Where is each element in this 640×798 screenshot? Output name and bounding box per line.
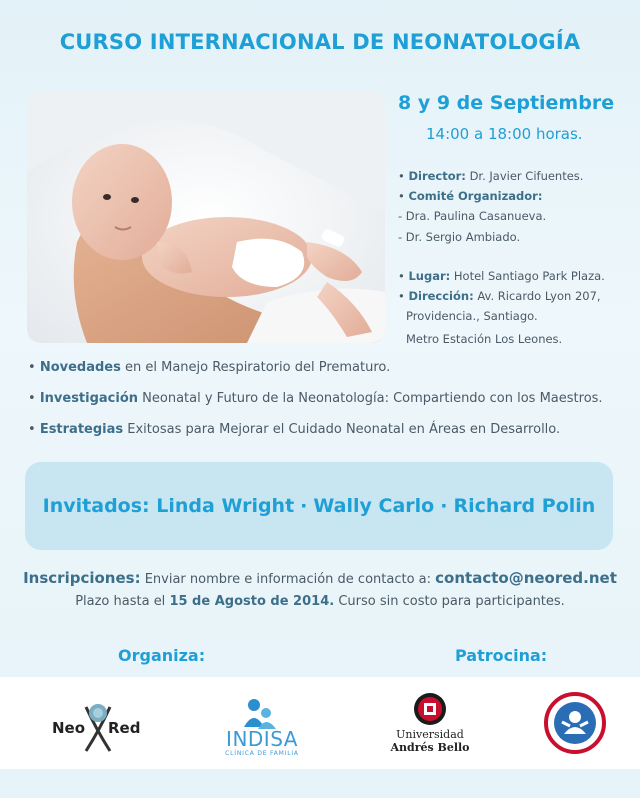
guest-separator: · xyxy=(440,495,448,517)
topic-text: Exitosas para Mejorar el Cuidado Neonatal en Áreas en Desarrollo. xyxy=(123,422,561,437)
event-hours: 14:00 a 18:00 horas. xyxy=(426,125,583,143)
place-value: Hotel Santiago Park Plaza. xyxy=(453,269,605,283)
indisa-subtitle: CLÍNICA DE FAMILIA xyxy=(225,750,299,757)
logo-band xyxy=(0,677,640,769)
address-label: Dirección: xyxy=(408,289,474,303)
newborn-photo xyxy=(27,92,385,343)
guest-separator: · xyxy=(300,495,308,517)
topic-item: • Investigación Neonatal y Futuro de la Neonatología: Compartiendo con los Maestros. xyxy=(28,391,603,406)
place-label: Lugar: xyxy=(408,269,451,283)
neored-logo xyxy=(52,699,147,755)
registration-text: Enviar nombre e información de contacto a: xyxy=(140,572,436,587)
unab-logo xyxy=(390,691,470,761)
deadline-date: 15 de Agosto de 2014. xyxy=(169,594,335,609)
topic-text: Neonatal y Futuro de la Neonatología: Compartiendo con los Maestros. xyxy=(138,391,603,406)
director-line: • Director: Dr. Javier Cifuentes. xyxy=(398,169,584,183)
metro-line: Metro Estación Los Leones. xyxy=(406,332,563,346)
neored-left-text: Neo xyxy=(52,719,86,737)
topic-bold: Estrategias xyxy=(39,422,124,437)
topic-bold: Investigación xyxy=(39,391,139,406)
deadline-prefix: Plazo hasta el xyxy=(75,594,170,609)
address-line: • Dirección: Av. Ricardo Lyon 207, xyxy=(398,289,601,303)
patrocina-label: Patrocina: xyxy=(455,646,548,665)
topic-item: • Estrategias Exitosas para Mejorar el Cuidado Neonatal en Áreas en Desarrollo. xyxy=(28,422,561,437)
committee-member-2: - Dr. Sergio Ambiado. xyxy=(398,230,521,244)
address-line-2: Providencia., Santiago. xyxy=(406,309,538,323)
newborn-image xyxy=(27,92,385,343)
topic-item: • Novedades en el Manejo Respiratorio del Prematuro. xyxy=(28,360,391,375)
event-date: 8 y 9 de Septiembre xyxy=(398,92,615,114)
neored-right-text: Red xyxy=(108,719,141,737)
director-label: Director: xyxy=(408,169,466,183)
guest-name: Linda Wright xyxy=(156,495,295,517)
registration-line xyxy=(0,567,640,591)
director-value: Dr. Javier Cifuentes. xyxy=(469,169,584,183)
unab-line-2: Andrés Bello xyxy=(390,741,470,754)
deadline-line xyxy=(0,591,640,613)
deadline-suffix: Curso sin costo para participantes. xyxy=(334,594,565,609)
registration-label: Inscripciones: xyxy=(23,569,141,587)
guest-name: Wally Carlo xyxy=(313,495,435,517)
organiza-label: Organiza: xyxy=(118,646,206,665)
place-line: • Lugar: Hotel Santiago Park Plaza. xyxy=(398,269,605,283)
address-line-1: Av. Ricardo Lyon 207, xyxy=(477,289,601,303)
guests-box xyxy=(25,462,613,550)
sochipe-logo xyxy=(544,692,606,754)
committee-line: • Comité Organizador: xyxy=(398,189,543,203)
topics-list xyxy=(28,358,628,451)
topic-bold: Novedades xyxy=(39,360,121,375)
guest-name: Richard Polin xyxy=(453,495,596,517)
topic-text: en el Manejo Respiratorio del Prematuro. xyxy=(120,360,391,375)
indisa-name: INDISA xyxy=(226,727,298,751)
unab-line-1: Universidad xyxy=(396,728,464,741)
sochipe-seal-icon xyxy=(544,692,606,754)
registration-block xyxy=(0,567,640,613)
committee-member-1: - Dra. Paulina Casanueva. xyxy=(398,209,547,223)
contact-email-link[interactable]: contacto@neored.net xyxy=(435,569,617,587)
page-title: CURSO INTERNACIONAL DE NEONATOLOGÍA xyxy=(59,30,581,54)
committee-label: Comité Organizador: xyxy=(408,189,543,203)
guests-label: Invitados: xyxy=(42,495,150,517)
indisa-family-icon xyxy=(222,695,302,729)
indisa-logo xyxy=(222,695,302,759)
unab-crest-icon xyxy=(390,691,470,727)
